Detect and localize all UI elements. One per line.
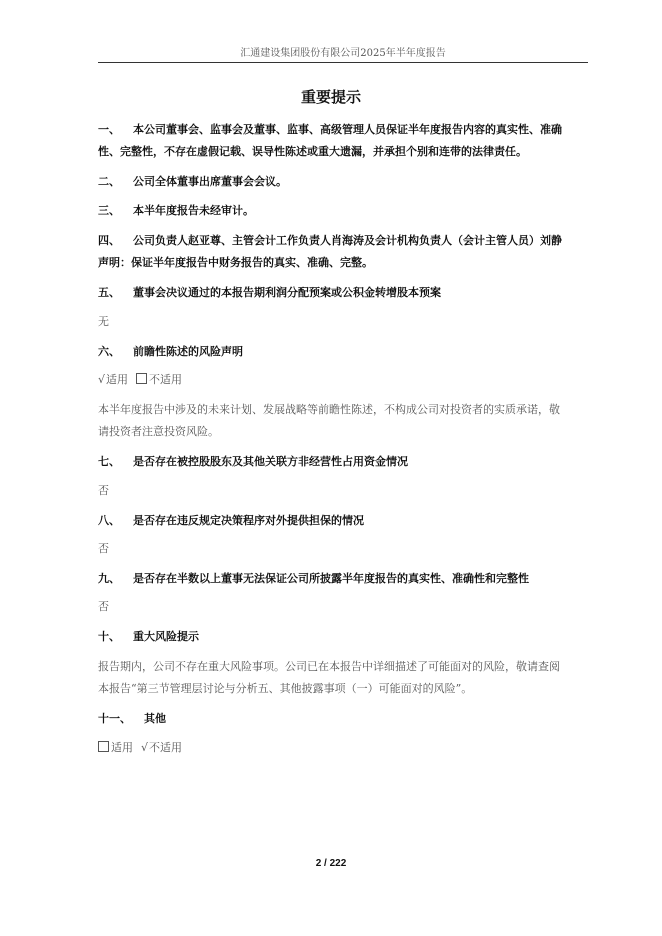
section-6-heading-line	[98, 345, 592, 359]
section-9-heading: 是否存在半数以上董事无法保证公司所披露半年度报告的真实性、准确性和完整性	[133, 572, 529, 585]
section-6-text-1: 本半年度报告中涉及的未来计划、发展战略等前瞻性陈述，不构成公司对投资者的实质承诺，敬	[98, 403, 560, 416]
checked-mark-icon: √	[141, 741, 149, 754]
option-not-applicable-label: 不适用	[149, 741, 183, 754]
section-11-heading: 其他	[144, 712, 166, 725]
section-10-text-1: 报告期内，公司不存在重大风险事项。公司已在本报告中详细描述了可能面对的风险，敬请查阅	[98, 660, 560, 673]
section-1-text-1: 本公司董事会、监事会及董事、监事、高级管理人员保证半年度报告内容的真实性、准确	[133, 123, 562, 136]
section-10-heading: 重大风险提示	[133, 630, 199, 643]
section-10-heading-line	[98, 630, 592, 644]
section-6-options	[98, 373, 592, 387]
section-2-text: 公司全体董事出席董事会会议。	[133, 175, 287, 188]
section-1-number: 一、	[98, 123, 120, 136]
header-rule	[98, 62, 588, 63]
section-7-heading-line	[98, 455, 592, 469]
section-4-line-1	[98, 234, 592, 248]
checked-mark-icon: √	[98, 373, 106, 386]
section-3	[98, 204, 592, 218]
section-1-line-1	[98, 123, 592, 137]
page-number: 2 / 222	[315, 858, 347, 869]
page-header: 汇通建设集团股份有限公司2025年半年度报告	[240, 48, 446, 59]
unchecked-box-icon	[98, 741, 109, 752]
section-4-number: 四、	[98, 234, 120, 247]
section-5-heading-line	[98, 286, 592, 300]
section-11-number: 十一、	[98, 712, 131, 725]
section-5-number: 五、	[98, 286, 120, 299]
section-4-text-1: 公司负责人赵亚尊、主管会计工作负责人肖海涛及会计机构负责人（会计主管人员）刘静	[133, 234, 562, 247]
section-5-heading: 董事会决议通过的本报告期利润分配预案或公积金转增股本预案	[133, 286, 441, 299]
section-7-answer: 否	[98, 484, 109, 497]
section-11-heading-line	[98, 712, 592, 726]
section-1-text-2: 性、完整性，不存在虚假记载、误导性陈述或重大遗漏，并承担个别和连带的法律责任。	[98, 145, 527, 158]
section-6-text-2: 请投资者注意投资风险。	[98, 425, 219, 438]
section-9-number: 九、	[98, 572, 120, 585]
option-applicable-label: 适用	[106, 373, 129, 386]
section-2	[98, 175, 592, 189]
section-6-number: 六、	[98, 345, 120, 358]
section-10-number: 十、	[98, 630, 120, 643]
section-6-heading: 前瞻性陈述的风险声明	[133, 345, 243, 358]
section-10-text-2: 本报告“第三节管理层讨论与分析五、其他披露事项（一）可能面对的风险”。	[98, 682, 473, 695]
section-7-number: 七、	[98, 455, 120, 468]
section-7-heading: 是否存在被控股股东及其他关联方非经营性占用资金情况	[133, 455, 408, 468]
option-applicable-label: 适用	[111, 741, 133, 754]
page-title: 重要提示	[300, 88, 361, 106]
section-3-number: 三、	[98, 204, 120, 217]
section-4-text-2: 声明：保证半年度报告中财务报告的真实、准确、完整。	[98, 256, 373, 269]
section-3-text: 本半年度报告未经审计。	[133, 204, 254, 217]
section-9-answer: 否	[98, 600, 109, 613]
section-8-answer: 否	[98, 542, 109, 555]
section-11-options	[98, 741, 592, 755]
section-9-heading-line	[98, 572, 592, 586]
option-not-applicable-label: 不适用	[149, 373, 183, 386]
section-8-heading: 是否存在违反规定决策程序对外提供担保的情况	[133, 514, 364, 527]
section-5-answer: 无	[98, 315, 109, 328]
section-8-heading-line	[98, 514, 592, 528]
section-8-number: 八、	[98, 514, 120, 527]
unchecked-box-icon	[136, 373, 147, 384]
section-2-number: 二、	[98, 175, 120, 188]
